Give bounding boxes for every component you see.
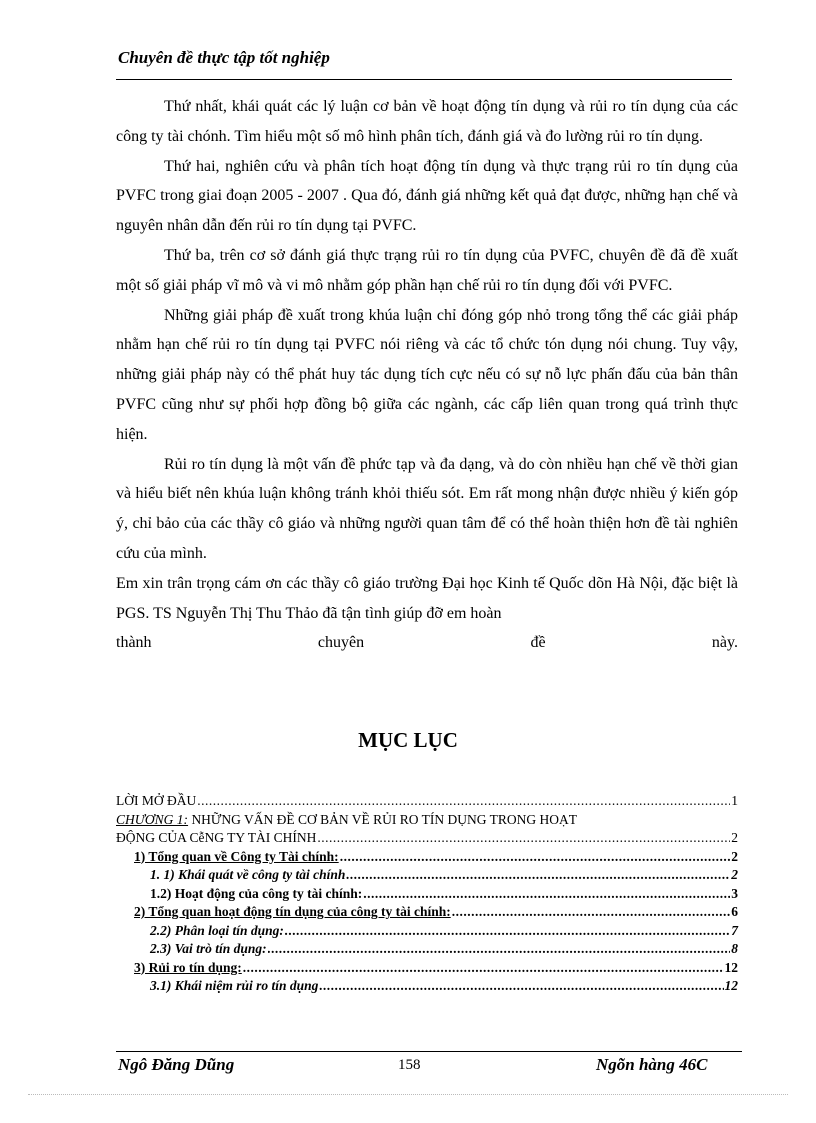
toc-leader-dots [363, 885, 730, 904]
toc-entry-text: 1. 1) Khái quát về công ty tài chính [150, 867, 346, 882]
header-title: Chuyên đề thực tập tốt nghiệp [118, 48, 330, 67]
toc-entry-page: 2 [731, 867, 738, 882]
toc-entry-page: 2 [731, 848, 738, 864]
toc-leader-dots [243, 959, 724, 978]
toc-leader-dots [197, 792, 730, 811]
toc-entry-section-2-3[interactable] [116, 940, 738, 959]
toc-entry-text: LỜI MỞ ĐẦU [116, 793, 197, 808]
body-text [116, 92, 738, 658]
paragraph-3: Thứ ba, trên cơ sở đánh giá thực trạng rủi ro tín dụng của PVFC, chuyên đề đã đề xuất một số giải pháp vĩ mô và vi mô nhằm góp phần hạn chế rủi ro tín dụng đối với PVFC. [116, 246, 738, 294]
page-bottom-border [28, 1094, 788, 1095]
toc-entry-chapter-1[interactable] [116, 811, 738, 830]
toc-entry-section-3-1[interactable] [116, 977, 738, 996]
toc-entry-text: ĐỘNG CỦA CễNG TY TÀI CHÍNH [116, 830, 317, 845]
paragraph-1: Thứ nhất, khái quát các lý luận cơ bản về hoạt động tín dụng và rủi ro tín dụng của các công ty tài chónh. Tìm hiểu một số mô hình phân tích, đánh giá và đo lường rủi ro tín dụng. [116, 98, 738, 145]
table-of-contents [116, 792, 738, 996]
toc-leader-dots [285, 922, 730, 941]
toc-entry-text: 2.3) Vai trò tín dụng: [150, 941, 267, 956]
toc-entry-chapter-1-cont[interactable] [116, 829, 738, 848]
toc-leader-dots [317, 829, 730, 848]
paragraph-5: Rủi ro tín dụng là một vấn đề phức tạp và đa dạng, và do còn nhiều hạn chế về thời gian và hiểu biết nên khúa luận không tránh khỏi thiếu sót. Em rất mong nhận được nhiều ý kiến góp ý, chỉ bảo của các thầy cô giáo và những người quan tâm để có thể hoàn thiện hơn đề tài nghiên cứu của mình. [116, 455, 738, 562]
toc-leader-dots [346, 866, 730, 885]
toc-entry-text: 2) Tổng quan hoạt động tín dụng của công ty tài chính: [134, 904, 451, 919]
toc-entry-section-2-2[interactable] [116, 922, 738, 941]
toc-entry-page: 3 [731, 885, 738, 901]
toc-entry-text: NHỮNG VẤN ĐỀ CƠ BẢN VỀ RỦI RO TÍN DỤNG TRONG HOẠT [188, 811, 578, 827]
toc-leader-dots [452, 903, 731, 922]
toc-entry-section-1[interactable] [116, 848, 738, 867]
toc-entry-section-1-2[interactable] [116, 885, 738, 904]
footer-divider [116, 1051, 742, 1052]
footer-author: Ngô Đăng Dũng [118, 1055, 235, 1074]
paragraph-4: Những giải pháp đề xuất trong khúa luận chỉ đóng góp nhỏ trong tổng thể các giải pháp nhằm hạn chế rủi ro tín dụng tại PVFC nói riêng và các tổ chức tón dụng nói chung. Tuy vậy, những giải pháp này có thể phát huy tác dụng tích cực nếu có sự nỗ lực phấn đấu của bản thân PVFC cũng như sự phối hợp đồng bộ giữa các ngành, các cấp liên quan trong quá trình thực hiện. [116, 306, 738, 443]
toc-leader-dots [319, 977, 723, 996]
toc-leader-dots [340, 848, 731, 867]
footer-class-name: Ngõn hàng 46C [596, 1055, 708, 1074]
toc-entry-section-3[interactable] [116, 959, 738, 978]
toc-title: MỤC LỤC [358, 728, 458, 752]
toc-entry-text: 1) Tổng quan về Công ty Tài chính: [134, 848, 339, 864]
header-divider [116, 79, 732, 80]
toc-entry-text: 3) Rủi ro tín dụng: [134, 959, 242, 975]
paragraph-2: Thứ hai, nghiên cứu và phân tích hoạt động tín dụng và thực trạng rủi ro tín dụng của PVFC trong giai đoạn 2005 - 2007 . Qua đó, đánh giá những kết quả đạt được, những hạn chế và nguyên nhân dẫn đến rủi ro tín dụng tại PVFC. [116, 157, 738, 235]
toc-entry-page: 7 [731, 922, 738, 938]
toc-entry-text: 3.1) Khái niệm rủi ro tín dụng [150, 978, 319, 993]
toc-entry-section-2[interactable] [116, 903, 738, 922]
toc-entry-page: 12 [724, 978, 738, 993]
toc-entry-page: 1 [731, 793, 738, 808]
toc-entry-page: 8 [731, 941, 738, 956]
paragraph-6-last-line: thành chuyên đề này. [116, 634, 738, 652]
toc-entry-intro[interactable] [116, 792, 738, 811]
toc-entry-text: 2.2) Phân loại tín dụng: [150, 922, 284, 938]
toc-entry-page: 6 [731, 904, 738, 919]
paragraph-6: Em xin trân trọng cám ơn các thầy cô giáo trường Đại học Kinh tế Quốc dõn Hà Nội, đặc biệt là PGS. TS Nguyễn Thị Thu Thảo đã tận tình giúp đỡ em hoàn [116, 574, 738, 622]
toc-chapter-label: CHƯƠNG 1: [116, 811, 189, 827]
footer-page-number: 158 [398, 1057, 421, 1073]
toc-leader-dots [268, 940, 731, 959]
toc-entry-text: 1.2) Hoạt động của công ty tài chính: [150, 885, 363, 901]
toc-entry-page: 12 [724, 959, 738, 975]
toc-entry-section-1-1[interactable] [116, 866, 738, 885]
toc-entry-page: 2 [731, 830, 738, 845]
